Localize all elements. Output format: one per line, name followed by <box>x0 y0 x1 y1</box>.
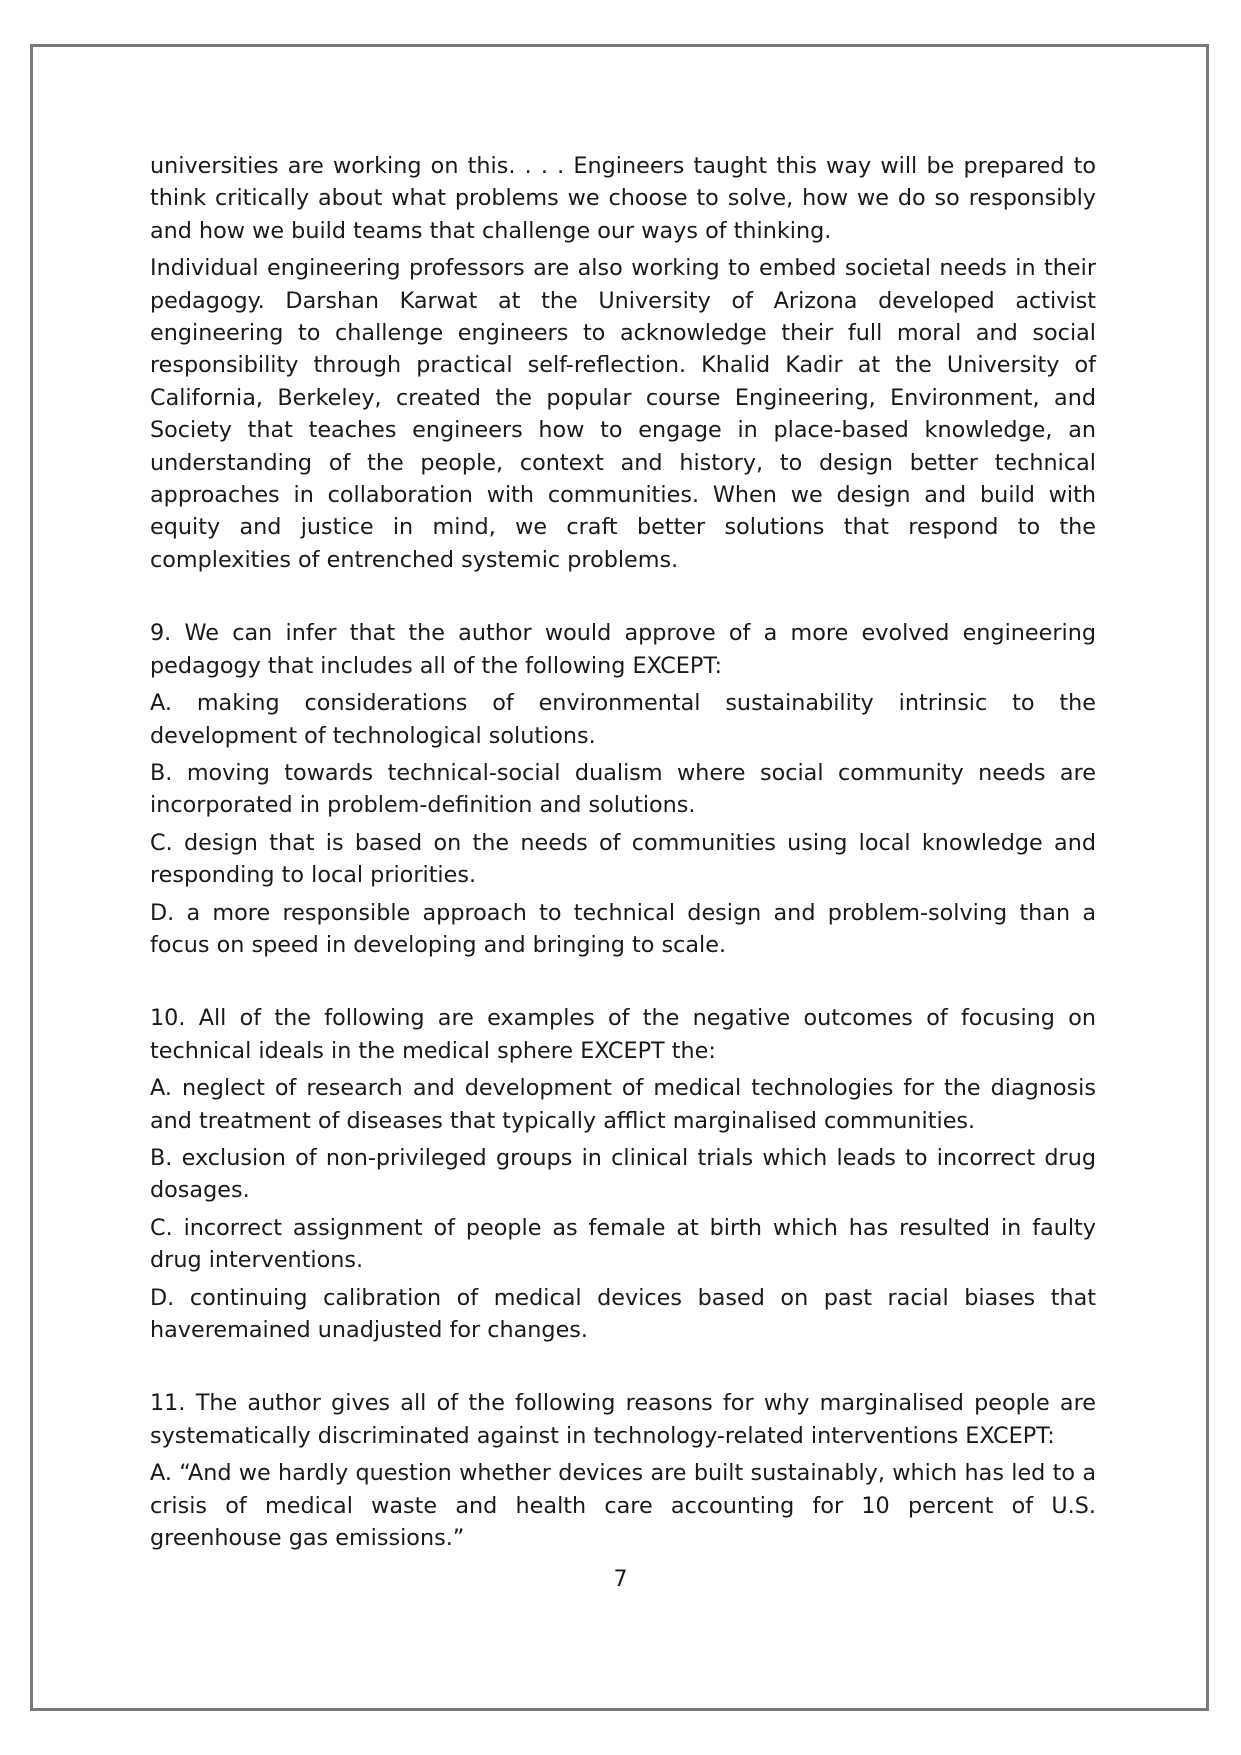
answer-option: A. “And we hardly question whether devices are built sustainably, which has led to a crisis of medical waste and health care accounting for 10 percent of U.S. greenhouse gas emissions.” <box>150 1460 1096 1552</box>
page-number: 7 <box>613 1567 628 1592</box>
answer-option: B. exclusion of non-privileged groups in clinical trials which leads to incorrect drug dosages. <box>150 1144 1096 1204</box>
question-11 <box>150 1387 1096 1554</box>
answer-option: D. a more responsible approach to technical design and problem-solving than a focus on speed in developing and bringing to scale. <box>150 899 1096 958</box>
question-10 <box>150 1002 1096 1346</box>
passage-paragraph: universities are working on this. . . . Engineers taught this way will be prepared to think critically about what problems we choose to solve, how we do so responsibly and how we build teams that challenge our ways of thinking. <box>150 153 1096 244</box>
answer-option: C. incorrect assignment of people as female at birth which has resulted in faulty drug interventions. <box>150 1214 1096 1274</box>
question-stem: 9. We can infer that the author would approve of a more evolved engineering pedagogy that includes all of the following EXCEPT: <box>150 620 1096 679</box>
answer-option: A. making considerations of environmental sustainability intrinsic to the development of technological solutions. <box>150 690 1096 749</box>
question-stem: 11. The author gives all of the following reasons for why marginalised people are systematically discriminated against in technology-related interventions EXCEPT: <box>150 1390 1096 1449</box>
document-body <box>150 150 1096 1559</box>
answer-option: D. continuing calibration of medical devices based on past racial biases that haveremained unadjusted for changes. <box>150 1284 1096 1343</box>
answer-option: A. neglect of research and development of medical technologies for the diagnosis and treatment of diseases that typically afflict marginalised communities. <box>150 1075 1096 1134</box>
question-stem: 10. All of the following are examples of the negative outcomes of focusing on technical ideals in the medical sphere EXCEPT the: <box>150 1005 1096 1064</box>
answer-option: B. moving towards technical-social dualism where social community needs are incorporated in problem-definition and solutions. <box>150 759 1096 819</box>
passage-paragraph: Individual engineering professors are also working to embed societal needs in their pedagogy. Darshan Karwat at the University of Arizona developed activist engineering to challenge engineers to acknowledge their full moral and social responsibility through practical self-reflection. Khalid Kadir at the University of California, Berkeley, created the popular course Engineering, Environment, and Society that teaches engineers how to engage in place-based knowledge, an understanding of the people, context and history, to design better technical approaches in collaboration with communities. When we design and build with equity and justice in mind, we craft better solutions that respond to the complexities of entrenched systemic problems. <box>150 255 1096 573</box>
question-9 <box>150 617 1096 961</box>
answer-option: C. design that is based on the needs of communities using local knowledge and responding to local priorities. <box>150 829 1096 889</box>
